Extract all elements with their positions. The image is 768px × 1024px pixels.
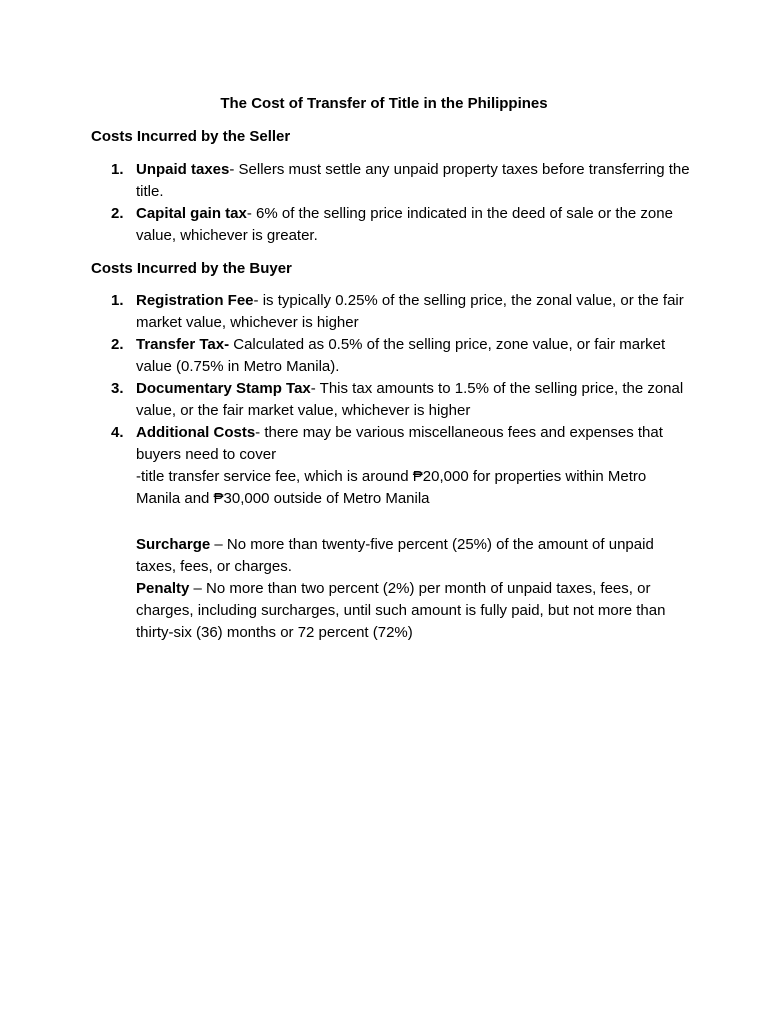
penalty-term: Penalty <box>136 580 190 597</box>
item-number: 4. <box>111 424 124 441</box>
list-item <box>91 378 691 422</box>
item-term: Capital gain tax <box>136 205 247 222</box>
item-number: 2. <box>111 336 124 353</box>
item-term: Unpaid taxes <box>136 161 230 178</box>
list-item <box>91 290 691 334</box>
penalty-note <box>136 578 696 644</box>
item-text: - 6% of the selling price indicated in the deed of sale or the zone value, whichever is greater. <box>136 205 673 244</box>
item-text: - there may be various miscellaneous fees and expenses that buyers need to cover <box>136 424 663 463</box>
seller-heading: Costs Incurred by the Seller <box>91 128 291 145</box>
buyer-cost-list <box>91 290 691 510</box>
list-item <box>91 422 691 510</box>
seller-cost-list <box>91 159 691 247</box>
item-subtext: -title transfer service fee, which is around ₱20,000 for properties within Metro Manila and ₱30,000 outside of Metro Manila <box>136 468 647 507</box>
item-number: 1. <box>111 161 124 178</box>
list-item <box>91 159 691 203</box>
item-text: - This tax amounts to 1.5% of the selling price, the zonal value, or the fair market value, whichever is higher <box>136 380 684 419</box>
buyer-heading: Costs Incurred by the Buyer <box>91 260 292 277</box>
list-item <box>91 203 691 247</box>
document-title: The Cost of Transfer of Title in the Philippines <box>220 95 548 112</box>
item-term: Documentary Stamp Tax <box>136 380 311 397</box>
item-term: Transfer Tax- <box>136 336 230 353</box>
item-text: - Sellers must settle any unpaid property taxes before transferring the title. <box>136 161 690 200</box>
list-item <box>91 334 691 378</box>
item-number: 2. <box>111 205 124 222</box>
penalty-text: – No more than two percent (2%) per month of unpaid taxes, fees, or charges, including surcharges, until such amount is fully paid, but not more than thirty-six (36) months or 72 percent (72%) <box>136 580 666 641</box>
item-term: Additional Costs <box>136 424 256 441</box>
item-number: 3. <box>111 380 124 397</box>
item-text: - is typically 0.25% of the selling price, the zonal value, or the fair market value, whichever is higher <box>136 292 684 331</box>
item-number: 1. <box>111 292 124 309</box>
fees-notes <box>136 534 696 644</box>
item-text: Calculated as 0.5% of the selling price, zone value, or fair market value (0.75% in Metro Manila). <box>136 336 666 375</box>
surcharge-text: – No more than twenty-five percent (25%) of the amount of unpaid taxes, fees, or charges. <box>136 536 654 575</box>
item-term: Registration Fee <box>136 292 254 309</box>
surcharge-term: Surcharge <box>136 536 211 553</box>
surcharge-note <box>136 534 696 578</box>
